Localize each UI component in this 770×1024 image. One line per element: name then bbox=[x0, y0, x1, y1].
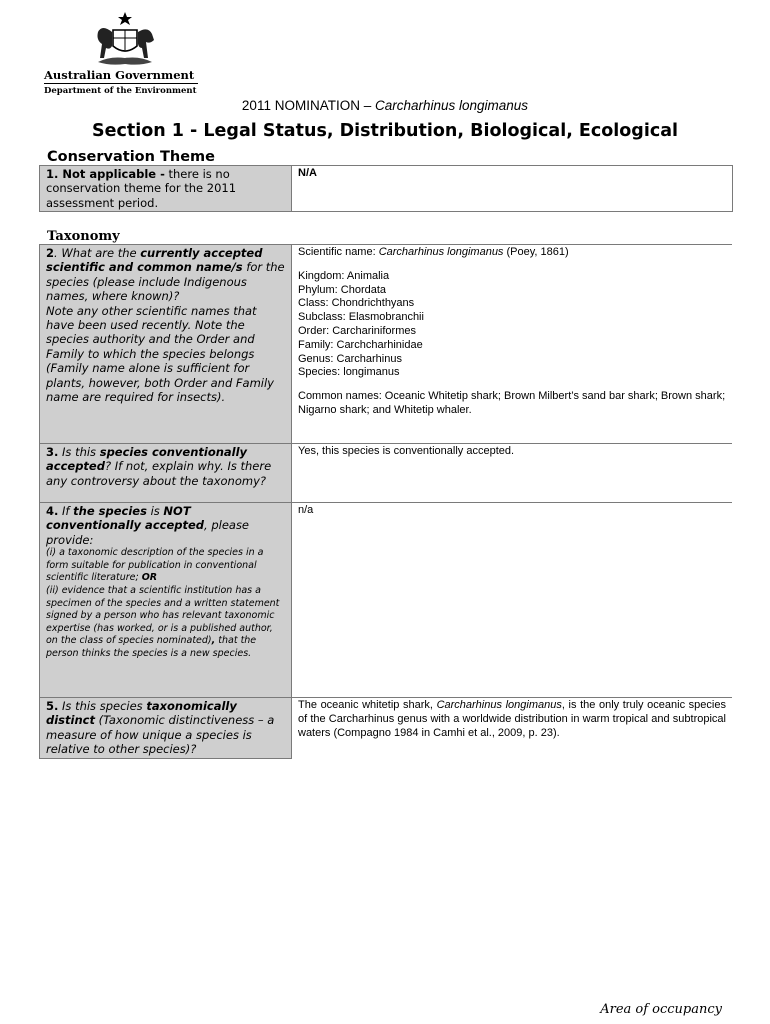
table-row bbox=[40, 245, 733, 444]
answer-cell-5 bbox=[292, 698, 733, 759]
department-name: Department of the Environment bbox=[44, 86, 197, 96]
question-text: , please provide: bbox=[46, 518, 250, 547]
table-row bbox=[40, 166, 733, 212]
question-bold-text: currently accepted scientific and common name/s bbox=[46, 246, 263, 275]
question-text: (Taxonomic distinctiveness – a measure of how unique a species is relative to other species)? bbox=[46, 713, 275, 757]
taxonomic-rank: Subclass: Elasmobranchii bbox=[298, 311, 424, 324]
taxonomic-rank: Class: Chondrichthyans bbox=[298, 297, 415, 310]
nomination-title bbox=[0, 98, 770, 113]
nomination-species: Carcharhinus longimanus bbox=[374, 98, 529, 113]
question-note: Note any other scientific names that have been used recently. Note the species authority and the Order and Family to which the species belongs (Family name alone is sufficient for plants, however, both Order and Family name are required for insects). bbox=[46, 303, 274, 405]
taxonomic-rank: Species: longimanus bbox=[298, 366, 400, 379]
question-text: Is this species bbox=[58, 699, 147, 713]
question-text: there is no conservation theme for the 2011 assessment period. bbox=[46, 167, 237, 210]
conservation-theme-heading: Conservation Theme bbox=[47, 149, 216, 165]
answer-cell-2 bbox=[292, 245, 733, 444]
species-authority: (Poey, 1861) bbox=[503, 246, 569, 258]
question-bold-text: the species bbox=[73, 504, 147, 518]
question-number: 5. bbox=[46, 699, 59, 713]
question-cell-5 bbox=[40, 698, 292, 759]
taxonomic-rank: Family: Carchcharhinidae bbox=[298, 338, 423, 351]
or-text: OR bbox=[141, 572, 158, 584]
taxonomic-rank: Phylum: Chordata bbox=[298, 283, 387, 296]
answer-species-name: Carcharhinus longimanus bbox=[436, 699, 562, 711]
australian-government-logo bbox=[44, 10, 202, 100]
question-number: 4. bbox=[46, 504, 59, 518]
scientific-name-value: Carcharhinus longimanus bbox=[378, 246, 504, 258]
question-text: . What are the bbox=[54, 246, 141, 260]
section-title: Section 1 - Legal Status, Distribution, Biological, Ecological bbox=[91, 121, 679, 141]
table-row bbox=[40, 503, 733, 698]
option-ii-text: (ii) evidence that a scientific institution has a specimen of the species and a written statement signed by a person who has relevant taxonomic expertise (has worked, or is a published author, on the class of species nominated) bbox=[46, 585, 280, 647]
question-text: for the species (please include Indigenous names, where known)? bbox=[46, 260, 285, 304]
option-ii-comma: , bbox=[211, 635, 216, 647]
scientific-name-label: Scientific name: bbox=[298, 246, 379, 258]
taxonomy-heading: Taxonomy bbox=[47, 229, 120, 244]
question-bold-text: species conventionally accepted bbox=[46, 445, 248, 474]
taxonomy-table bbox=[39, 244, 732, 759]
government-name: Australian Government bbox=[44, 68, 195, 82]
question-cell-2 bbox=[40, 245, 292, 444]
option-ii-end: that the person thinks the species is a new species. bbox=[46, 635, 257, 659]
answer-text: , is the only truly oceanic species of the Carcharhinus genus with a worldwide distribution in warm tropical and subtropical waters (Compagno 1984 in Camhi et al., 2009, p. 23). bbox=[298, 699, 726, 739]
common-names: Common names: Oceanic Whitetip shark; Brown Milbert’s sand bar shark; Brown shark; Nigarno shark; and Whitetip whaler. bbox=[298, 390, 726, 416]
taxonomic-rank: Order: Carchariniformes bbox=[298, 324, 416, 337]
taxonomic-rank: Kingdom: Animalia bbox=[298, 269, 390, 282]
scientific-name bbox=[298, 246, 726, 260]
nomination-prefix: 2011 NOMINATION – bbox=[241, 98, 375, 113]
page-footer: Area of occupancy bbox=[600, 1002, 722, 1017]
question-text: Is this bbox=[58, 445, 100, 459]
table-row bbox=[40, 444, 733, 503]
question-cell-4 bbox=[40, 503, 292, 698]
question-text: If bbox=[58, 504, 74, 518]
answer-cell-3: Yes, this species is conventionally accepted. bbox=[292, 444, 733, 503]
option-i-text: (i) a taxonomic description of the species in a form suitable for publication in conventional scientific literature; bbox=[46, 547, 264, 584]
question-cell-1 bbox=[40, 166, 292, 212]
question-bold-text: taxonomically distinct bbox=[46, 699, 237, 728]
question-cell-3 bbox=[40, 444, 292, 503]
question-number: 1. bbox=[46, 167, 59, 181]
taxonomic-rank: Genus: Carcharhinus bbox=[298, 352, 402, 365]
answer-cell-4: n/a bbox=[292, 503, 733, 698]
answer-text: The oceanic whitetip shark, bbox=[298, 699, 437, 711]
question-text: is bbox=[146, 504, 164, 518]
question-bold-text: NOT conventionally accepted bbox=[46, 504, 205, 533]
question-bold-text: Not applicable - bbox=[58, 167, 165, 181]
question-number: 3. bbox=[46, 445, 59, 459]
question-number: 2 bbox=[46, 246, 55, 260]
coat-of-arms-icon bbox=[90, 10, 160, 70]
answer-cell-1: N/A bbox=[292, 166, 733, 212]
conservation-theme-table bbox=[39, 165, 733, 212]
question-text: ? If not, explain why. Is there any controversy about the taxonomy? bbox=[46, 459, 272, 488]
logo-divider bbox=[44, 83, 198, 84]
table-row bbox=[40, 698, 733, 759]
